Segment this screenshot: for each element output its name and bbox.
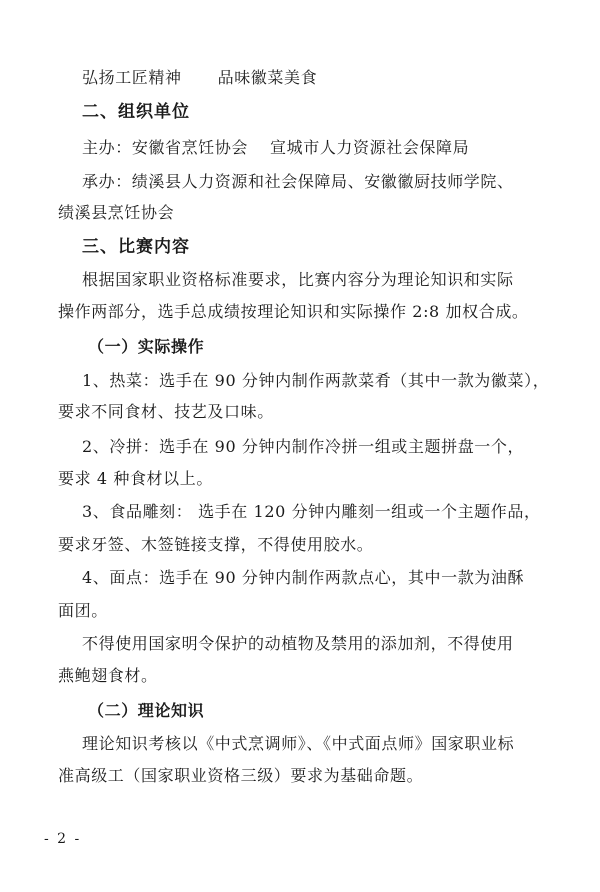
theory-heading: （二）理论知识 xyxy=(88,701,205,720)
slogan-part2: 品味徽菜美食 xyxy=(217,68,318,87)
slogan xyxy=(82,68,317,88)
theory-line1: 理论知识考核以《中式烹调师》、《中式面点师》国家职业标 xyxy=(82,734,515,753)
organizer-line1: 承办：绩溪县人力资源和社会保障局、安徽徽厨技师学院、 xyxy=(82,172,514,191)
note-line2: 燕鲍翅食材。 xyxy=(58,666,158,685)
host-org1: 安徽省烹饪协会 xyxy=(131,138,249,157)
intro-line2: 操作两部分，选手总成绩按理论知识和实际操作 2:8 加权合成。 xyxy=(58,302,529,321)
host-label: 主办： xyxy=(82,138,132,157)
theory-line2: 准高级工（国家职业资格三级）要求为基础命题。 xyxy=(58,766,424,785)
item4-line2: 面团。 xyxy=(58,601,108,620)
section2-heading: 二、组织单位 xyxy=(82,102,190,122)
organizer-line2: 绩溪县烹饪协会 xyxy=(58,203,175,222)
intro-line1: 根据国家职业资格标准要求，比赛内容分为理论知识和实际 xyxy=(82,270,514,289)
item2-line2: 要求 4 种食材以上。 xyxy=(58,469,213,488)
item1-line2: 要求不同食材、技艺及口味。 xyxy=(58,402,274,421)
practical-heading: （一）实际操作 xyxy=(88,337,205,356)
item3-line2: 要求牙签、木签链接支撑，不得使用胶水。 xyxy=(58,535,374,554)
section3-heading: 三、比赛内容 xyxy=(82,237,190,257)
page-number: - 2 - xyxy=(44,831,82,847)
item1-line1: 1、热菜：选手在 90 分钟内制作两款菜肴（其中一款为徽菜）， xyxy=(82,371,550,390)
item2-line1: 2、冷拼：选手在 90 分钟内制作冷拼一组或主题拼盘一个， xyxy=(82,437,525,456)
item4-line1: 4、面点：选手在 90 分钟内制作两款点心，其中一款为油酥 xyxy=(82,568,525,587)
item3-line1: 3、食品雕刻： 选手在 120 分钟内雕刻一组或一个主题作品， xyxy=(82,502,541,521)
slogan-part1: 弘扬工匠精神 xyxy=(82,68,182,87)
host-line xyxy=(82,138,469,158)
host-org2: 宣城市人力资源社会保障局 xyxy=(270,138,470,157)
note-line1: 不得使用国家明令保护的动植物及禁用的添加剂，不得使用 xyxy=(82,634,514,653)
